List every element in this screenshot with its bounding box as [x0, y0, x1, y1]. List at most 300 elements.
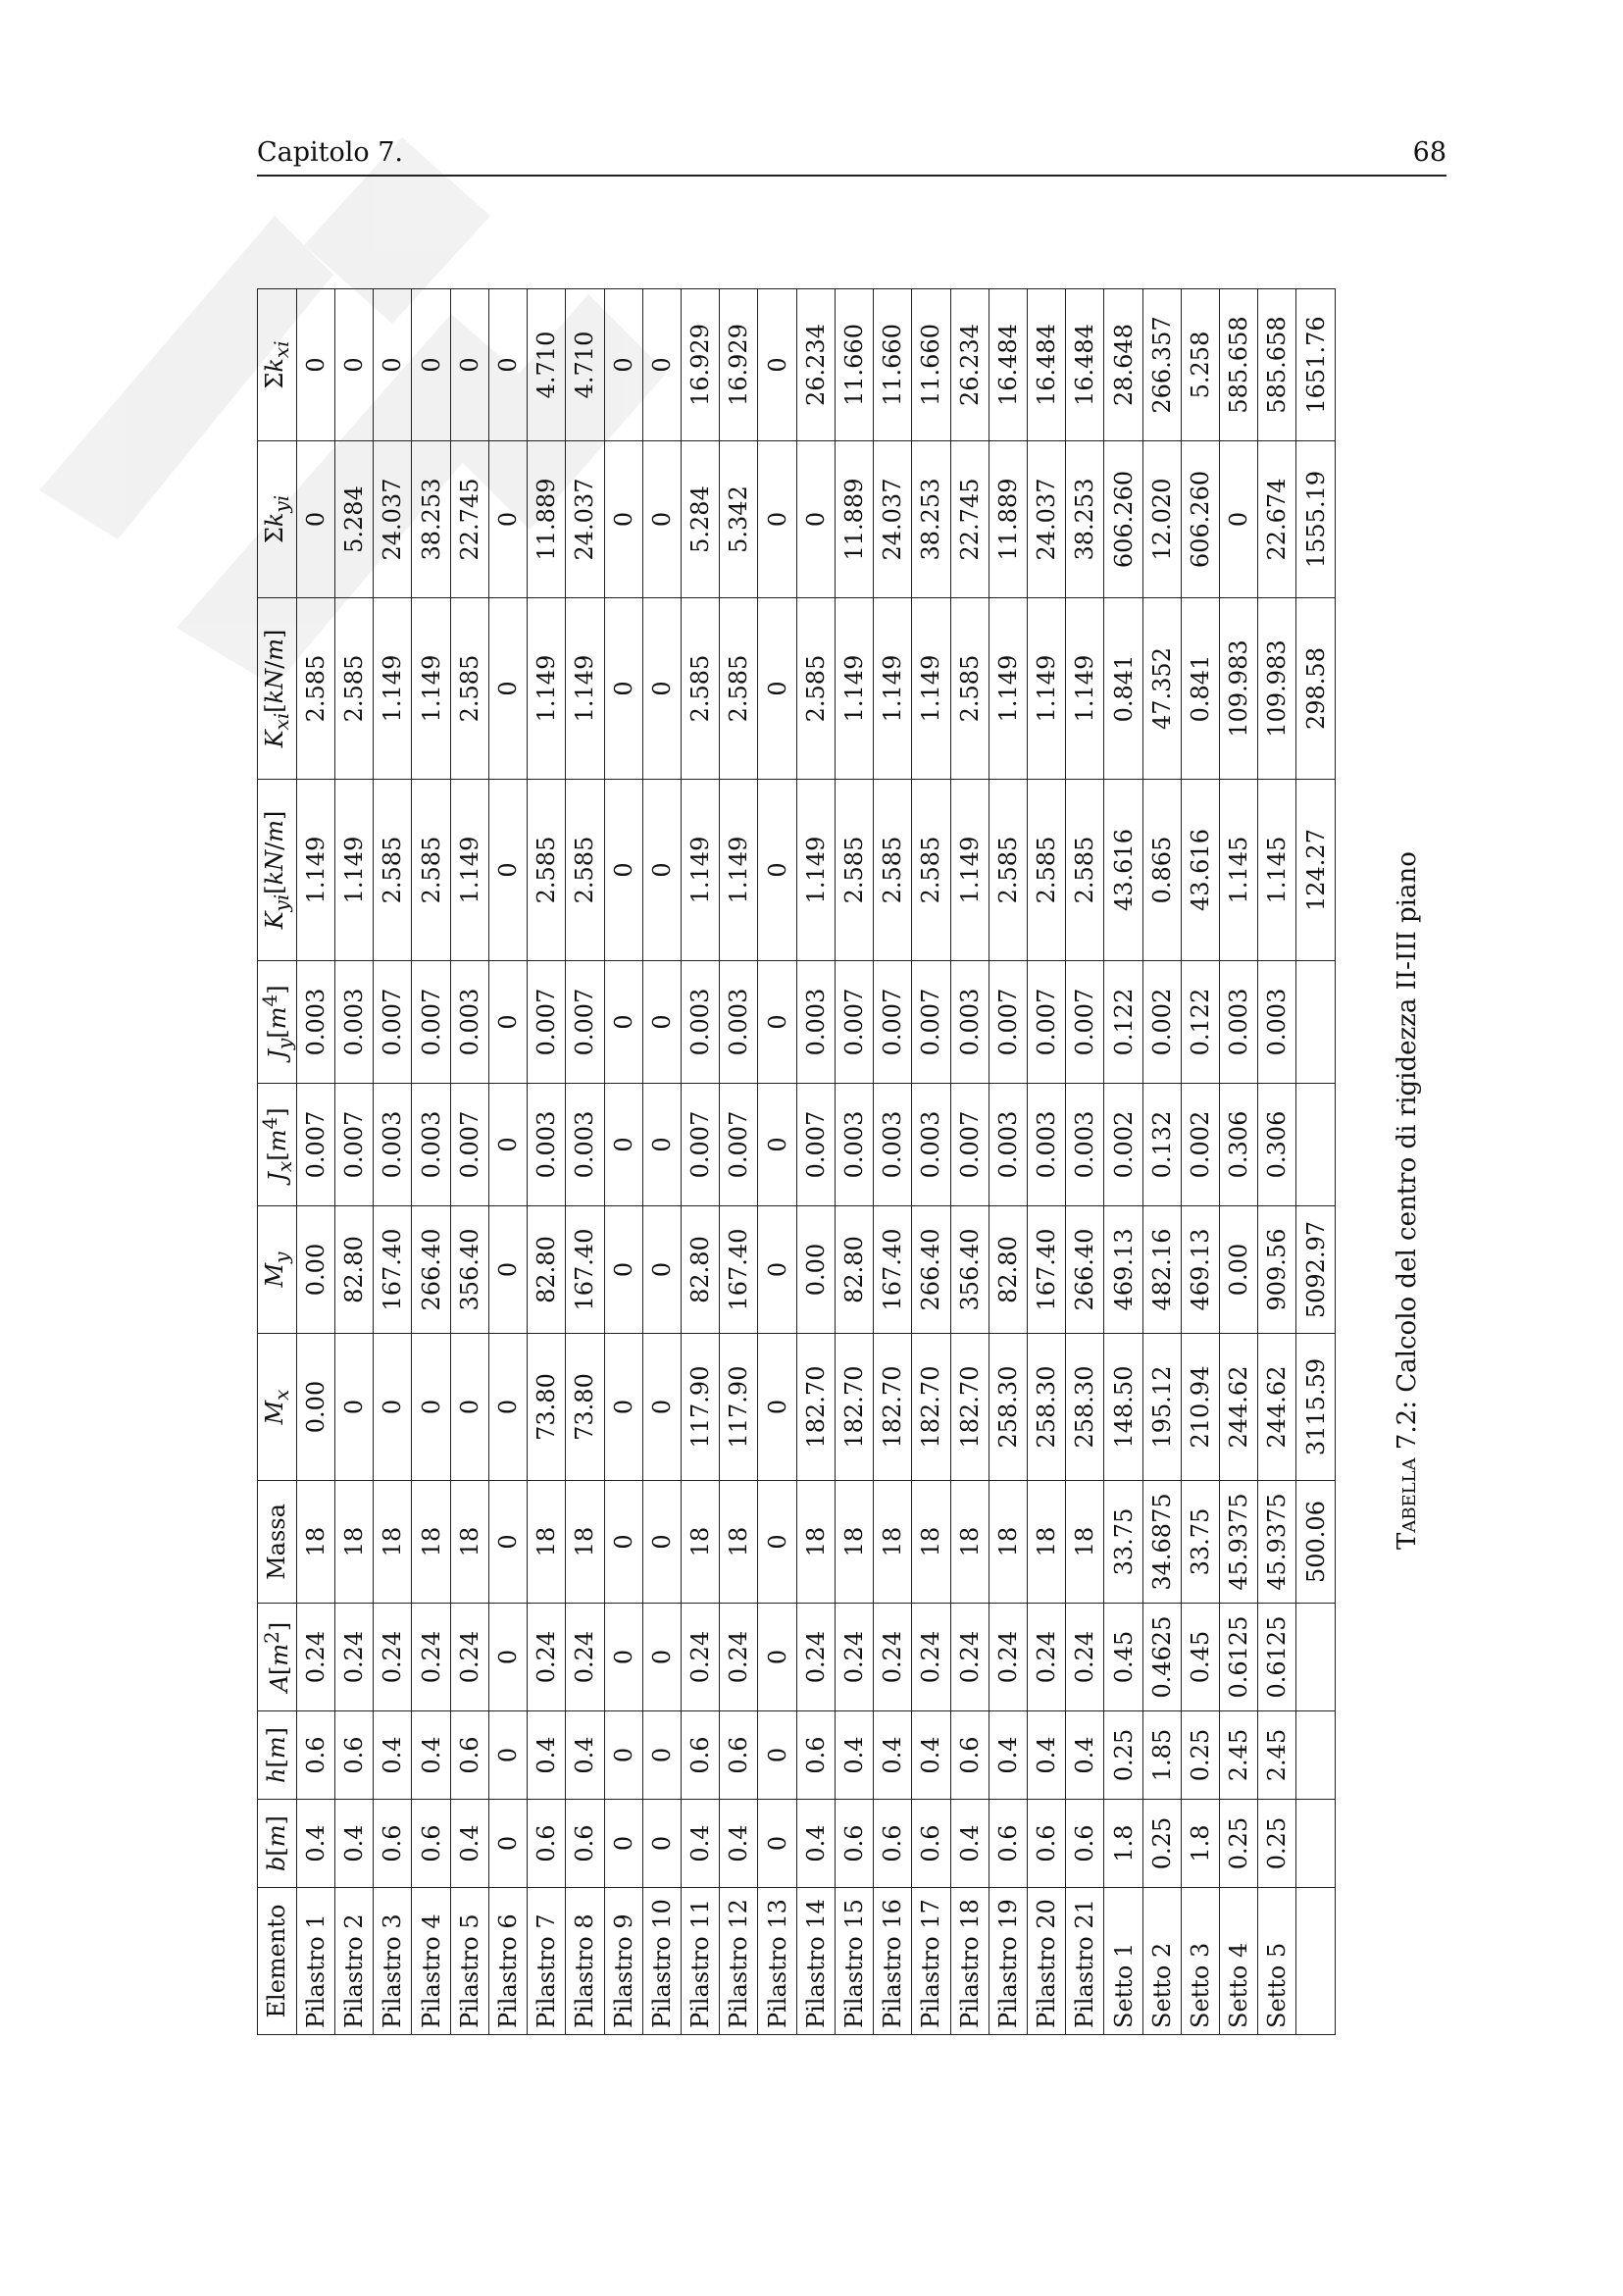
- table-row: [989, 289, 1027, 2035]
- table-cell: 2.585: [681, 598, 719, 780]
- table-cell: Pilastro 4: [412, 1888, 450, 2035]
- table-cell: 0.24: [1027, 1604, 1065, 1711]
- table-cell: 0.24: [720, 1604, 758, 1711]
- table-cell: 0: [450, 289, 488, 441]
- table-cell: 195.12: [1142, 1334, 1181, 1481]
- table-cell: 18: [950, 1481, 989, 1604]
- table-cell: 0.25: [1258, 1800, 1296, 1888]
- table-cell: 0: [758, 1604, 796, 1711]
- table-cell: 0.6: [335, 1711, 374, 1800]
- table-cell: 0: [450, 1334, 488, 1481]
- table-row: [1027, 289, 1065, 2035]
- table-cell: 24.037: [374, 441, 412, 598]
- table-cell: [1296, 1800, 1336, 1888]
- table-cell: 0: [642, 1604, 681, 1711]
- table-row: [796, 289, 835, 2035]
- table-cell: Setto 1: [1104, 1888, 1142, 2035]
- table-row: [835, 289, 873, 2035]
- table-cell: 16.929: [720, 289, 758, 441]
- table-row: [912, 289, 950, 2035]
- table-cell: 0: [642, 961, 681, 1084]
- table-cell: 0: [1220, 441, 1258, 598]
- table-cell: 11.889: [835, 441, 873, 598]
- table-cell: 0: [604, 1334, 642, 1481]
- col-header-area: $A[m^2]$: [258, 1604, 297, 1711]
- table-cell: 0.4: [1066, 1711, 1104, 1800]
- table-cell: 0.6: [450, 1711, 488, 1800]
- table-cell: 0: [412, 289, 450, 441]
- table-cell: Pilastro 9: [604, 1888, 642, 2035]
- table-row: [1258, 289, 1296, 2035]
- table-cell: [1296, 1888, 1336, 2035]
- table-cell: 5.284: [335, 441, 374, 598]
- col-header-massa: Massa: [258, 1481, 297, 1604]
- table-cell: 5.258: [1181, 289, 1219, 441]
- table-cell: 18: [566, 1481, 604, 1604]
- table-cell: 22.745: [450, 441, 488, 598]
- table-header-row: [258, 289, 297, 2035]
- table-cell: 500.06: [1296, 1481, 1336, 1604]
- table-cell: 43.616: [1181, 780, 1219, 961]
- table-cell: 0.4: [412, 1711, 450, 1800]
- table-cell: 4.710: [528, 289, 566, 441]
- table-cell: 1.8: [1181, 1800, 1219, 1888]
- table-cell: 0.841: [1181, 598, 1219, 780]
- table-cell: 0: [758, 1800, 796, 1888]
- page-number: 68: [1412, 137, 1446, 168]
- table-cell: 469.13: [1104, 1206, 1142, 1334]
- table-cell: 0.007: [796, 1084, 835, 1206]
- table-cell: 38.253: [912, 441, 950, 598]
- table-cell: 0.007: [912, 961, 950, 1084]
- table-cell: 18: [374, 1481, 412, 1604]
- table-cell: 0.6: [720, 1711, 758, 1800]
- table-cell: 266.357: [1142, 289, 1181, 441]
- table-cell: 0: [488, 1334, 527, 1481]
- table-cell: 0.6: [566, 1800, 604, 1888]
- table-cell: 606.260: [1181, 441, 1219, 598]
- table-row: [1181, 289, 1219, 2035]
- table-cell: 26.234: [950, 289, 989, 441]
- col-header-b: b[m]: [258, 1800, 297, 1888]
- table-cell: 47.352: [1142, 598, 1181, 780]
- col-header-h: h[m]: [258, 1711, 297, 1800]
- table-cell: 0.24: [1066, 1604, 1104, 1711]
- table-cell: Setto 3: [1181, 1888, 1219, 2035]
- table-cell: 0.007: [835, 961, 873, 1084]
- table-cell: [1296, 1711, 1336, 1800]
- table-cell: 1.149: [335, 780, 374, 961]
- table-cell: Pilastro 7: [528, 1888, 566, 2035]
- table-cell: 73.80: [566, 1334, 604, 1481]
- table-cell: 0.6: [1027, 1800, 1065, 1888]
- table-cell: 1.149: [566, 598, 604, 780]
- table-cell: 2.585: [950, 598, 989, 780]
- table-cell: 0.24: [874, 1604, 912, 1711]
- table-cell: 0.003: [296, 961, 334, 1084]
- table-body: [296, 289, 1335, 2035]
- table-cell: 0.003: [450, 961, 488, 1084]
- table-cell: 0.002: [1104, 1084, 1142, 1206]
- table-cell: 0.25: [1142, 1800, 1181, 1888]
- table-cell: 43.616: [1104, 780, 1142, 961]
- table-cell: 2.585: [1027, 780, 1065, 961]
- table-cell: [1296, 961, 1336, 1084]
- table-cell: 0.003: [528, 1084, 566, 1206]
- table-cell: 2.585: [796, 598, 835, 780]
- table-cell: 0.003: [835, 1084, 873, 1206]
- table-row: [412, 289, 450, 2035]
- table-cell: 0: [296, 289, 334, 441]
- table-cell: 167.40: [374, 1206, 412, 1334]
- col-header-mx: $M_x$: [258, 1334, 297, 1481]
- table-row: [1220, 289, 1258, 2035]
- table-cell: 0.4: [835, 1711, 873, 1800]
- table-cell: 0: [758, 598, 796, 780]
- table-cell: 0.4: [720, 1800, 758, 1888]
- table-cell: 0.25: [1220, 1800, 1258, 1888]
- table-cell: 18: [412, 1481, 450, 1604]
- table-cell: 1.149: [796, 780, 835, 961]
- table-cell: [1296, 1084, 1336, 1206]
- table-cell: 0.6125: [1258, 1604, 1296, 1711]
- table-cell: 33.75: [1181, 1481, 1219, 1604]
- table-cell: 11.660: [835, 289, 873, 441]
- table-cell: 0: [374, 289, 412, 441]
- table-cell: 16.484: [989, 289, 1027, 441]
- table-cell: 0: [335, 289, 374, 441]
- table-cell: 1.85: [1142, 1711, 1181, 1800]
- table-cell: 0: [488, 1604, 527, 1711]
- table-cell: 0.007: [296, 1084, 334, 1206]
- table-cell: 11.660: [912, 289, 950, 441]
- table-cell: 0: [604, 1711, 642, 1800]
- table-cell: 0: [604, 1800, 642, 1888]
- table-cell: 0: [642, 289, 681, 441]
- table-cell: 2.585: [989, 780, 1027, 961]
- table-cell: 16.484: [1066, 289, 1104, 441]
- table-cell: 482.16: [1142, 1206, 1181, 1334]
- table-cell: 909.56: [1258, 1206, 1296, 1334]
- table-cell: 0.4625: [1142, 1604, 1181, 1711]
- table-cell: 82.80: [835, 1206, 873, 1334]
- table-cell: 0.24: [912, 1604, 950, 1711]
- table-cell: Pilastro 1: [296, 1888, 334, 2035]
- col-header-sum-kyi: $\Sigma k_{yi}$: [258, 441, 297, 598]
- col-header-my: $M_y$: [258, 1206, 297, 1334]
- table-cell: 0.007: [335, 1084, 374, 1206]
- table-cell: 38.253: [1066, 441, 1104, 598]
- table-cell: 258.30: [989, 1334, 1027, 1481]
- table-cell: 0.6: [950, 1711, 989, 1800]
- table-cell: Pilastro 14: [796, 1888, 835, 2035]
- table-cell: 0.00: [1220, 1206, 1258, 1334]
- table-cell: 148.50: [1104, 1334, 1142, 1481]
- table-cell: 0.4: [874, 1711, 912, 1800]
- table-cell: 244.62: [1258, 1334, 1296, 1481]
- table-cell: 182.70: [796, 1334, 835, 1481]
- table-cell: 585.658: [1258, 289, 1296, 441]
- table-cell: 2.585: [528, 780, 566, 961]
- table-cell: 5092.97: [1296, 1206, 1336, 1334]
- table-cell: 1.149: [296, 780, 334, 961]
- table-cell: 0.306: [1258, 1084, 1296, 1206]
- table-cell: 1.145: [1220, 780, 1258, 961]
- table-cell: 0.132: [1142, 1084, 1181, 1206]
- table-cell: 0.4: [450, 1800, 488, 1888]
- totals-row: [1296, 289, 1336, 2035]
- table-cell: 0.45: [1181, 1604, 1219, 1711]
- table-cell: 585.658: [1220, 289, 1258, 441]
- table-cell: 0: [758, 961, 796, 1084]
- table-cell: 182.70: [874, 1334, 912, 1481]
- table-cell: 258.30: [1066, 1334, 1104, 1481]
- table-cell: 1651.76: [1296, 289, 1336, 441]
- table-row: [296, 289, 334, 2035]
- table-cell: 0.6: [528, 1800, 566, 1888]
- table-cell: 0.003: [796, 961, 835, 1084]
- table-cell: 16.929: [681, 289, 719, 441]
- table-cell: 0: [488, 1481, 527, 1604]
- table-cell: 1.149: [874, 598, 912, 780]
- table-cell: 182.70: [835, 1334, 873, 1481]
- rotated-table-container: [257, 289, 1336, 2035]
- table-cell: 0.003: [1066, 1084, 1104, 1206]
- table-cell: 167.40: [1027, 1206, 1065, 1334]
- table-cell: Pilastro 13: [758, 1888, 796, 2035]
- table-cell: 0.4: [528, 1711, 566, 1800]
- table-cell: Pilastro 16: [874, 1888, 912, 2035]
- table-cell: 18: [450, 1481, 488, 1604]
- table-cell: 0.24: [412, 1604, 450, 1711]
- table-row: [604, 289, 642, 2035]
- table-cell: 1.149: [1027, 598, 1065, 780]
- table-cell: 0.6125: [1220, 1604, 1258, 1711]
- table-cell: Pilastro 12: [720, 1888, 758, 2035]
- col-header-kxi: $K_{xi}[kN/m]$: [258, 598, 297, 780]
- table-cell: 2.45: [1258, 1711, 1296, 1800]
- table-cell: 0.24: [450, 1604, 488, 1711]
- table-row: [566, 289, 604, 2035]
- table-cell: 0.24: [950, 1604, 989, 1711]
- table-cell: 2.585: [874, 780, 912, 961]
- table-cell: 244.62: [1220, 1334, 1258, 1481]
- table-cell: 0.007: [566, 961, 604, 1084]
- page-header: [257, 137, 1446, 177]
- table-cell: 0: [604, 441, 642, 598]
- table-cell: 167.40: [874, 1206, 912, 1334]
- table-cell: Pilastro 15: [835, 1888, 873, 2035]
- table-cell: 82.80: [528, 1206, 566, 1334]
- table-cell: 38.253: [412, 441, 450, 598]
- table-cell: 0.6: [296, 1711, 334, 1800]
- table-cell: 0.24: [335, 1604, 374, 1711]
- table-cell: 4.710: [566, 289, 604, 441]
- table-cell: 0.003: [412, 1084, 450, 1206]
- table-cell: 0.4: [950, 1800, 989, 1888]
- table-cell: 16.484: [1027, 289, 1065, 441]
- table-row: [874, 289, 912, 2035]
- table-cell: 0: [296, 441, 334, 598]
- table-cell: 0.24: [681, 1604, 719, 1711]
- table-cell: 0.007: [720, 1084, 758, 1206]
- table-cell: 0.007: [874, 961, 912, 1084]
- col-header-jx: $J_x[m^4]$: [258, 1084, 297, 1206]
- table-cell: 0.007: [681, 1084, 719, 1206]
- table-cell: 1.8: [1104, 1800, 1142, 1888]
- table-cell: 0.007: [374, 961, 412, 1084]
- table-cell: 0: [642, 780, 681, 961]
- table-cell: 0: [488, 441, 527, 598]
- table-cell: 1.149: [989, 598, 1027, 780]
- table-cell: 2.585: [335, 598, 374, 780]
- table-cell: 1.149: [681, 780, 719, 961]
- table-cell: 22.674: [1258, 441, 1296, 598]
- table-cell: 0.24: [296, 1604, 334, 1711]
- table-cell: 0.003: [566, 1084, 604, 1206]
- table-cell: 0.003: [1027, 1084, 1065, 1206]
- table-cell: 0.6: [989, 1800, 1027, 1888]
- table-cell: [1296, 1604, 1336, 1711]
- table-cell: Pilastro 21: [1066, 1888, 1104, 2035]
- table-cell: 0.003: [874, 1084, 912, 1206]
- table-cell: Pilastro 19: [989, 1888, 1027, 2035]
- table-cell: 1.149: [912, 598, 950, 780]
- table-cell: 0.007: [528, 961, 566, 1084]
- table-cell: Setto 2: [1142, 1888, 1181, 2035]
- table-cell: 26.234: [796, 289, 835, 441]
- table-cell: 0: [604, 1084, 642, 1206]
- table-cell: 0.24: [566, 1604, 604, 1711]
- table-cell: 182.70: [950, 1334, 989, 1481]
- table-cell: 0: [488, 1084, 527, 1206]
- table-cell: 0: [488, 961, 527, 1084]
- caption-text: Calcolo del centro di rigidezza II-III piano: [1393, 851, 1422, 1393]
- table-cell: Pilastro 17: [912, 1888, 950, 2035]
- table-cell: 0.6: [681, 1711, 719, 1800]
- table-cell: 0: [642, 1084, 681, 1206]
- table-cell: 18: [1027, 1481, 1065, 1604]
- table-cell: 0.007: [989, 961, 1027, 1084]
- table-cell: 0.007: [412, 961, 450, 1084]
- table-cell: 0.003: [681, 961, 719, 1084]
- table-cell: 18: [989, 1481, 1027, 1604]
- table-cell: 18: [796, 1481, 835, 1604]
- table-cell: 0: [604, 1481, 642, 1604]
- table-cell: 73.80: [528, 1334, 566, 1481]
- table-cell: 0.4: [989, 1711, 1027, 1800]
- table-cell: 2.585: [296, 598, 334, 780]
- table-cell: 0: [642, 1800, 681, 1888]
- table-cell: 0: [642, 1206, 681, 1334]
- table-cell: 0.6: [1066, 1800, 1104, 1888]
- table-cell: 18: [681, 1481, 719, 1604]
- table-cell: 82.80: [681, 1206, 719, 1334]
- table-cell: 2.585: [374, 780, 412, 961]
- table-cell: 0: [335, 1334, 374, 1481]
- table-cell: 0: [604, 598, 642, 780]
- table-cell: 1.149: [412, 598, 450, 780]
- table-cell: 0.00: [296, 1206, 334, 1334]
- table-cell: Pilastro 8: [566, 1888, 604, 2035]
- table-cell: 0.24: [989, 1604, 1027, 1711]
- col-header-jy: $J_y[m^4]$: [258, 961, 297, 1084]
- table-cell: 2.585: [835, 780, 873, 961]
- col-header-sum-kxi: $\Sigma k_{xi}$: [258, 289, 297, 441]
- table-cell: 0.007: [1066, 961, 1104, 1084]
- table-cell: 0.003: [1220, 961, 1258, 1084]
- table-cell: 0.003: [1258, 961, 1296, 1084]
- table-cell: 1555.19: [1296, 441, 1336, 598]
- table-cell: 2.45: [1220, 1711, 1258, 1800]
- table-cell: 2.585: [912, 780, 950, 961]
- table-cell: 0.122: [1104, 961, 1142, 1084]
- caption-label: Tabella 7.2:: [1393, 1401, 1422, 1550]
- table-row: [335, 289, 374, 2035]
- table-cell: 0.4: [374, 1711, 412, 1800]
- table-cell: 0.6: [412, 1800, 450, 1888]
- table-cell: 0.4: [296, 1800, 334, 1888]
- table-cell: 266.40: [912, 1206, 950, 1334]
- table-cell: 117.90: [720, 1334, 758, 1481]
- table-cell: 0: [758, 780, 796, 961]
- table-cell: 117.90: [681, 1334, 719, 1481]
- table-cell: 0: [412, 1334, 450, 1481]
- table-cell: 1.149: [1066, 598, 1104, 780]
- table-cell: 0: [758, 441, 796, 598]
- table-cell: Setto 5: [1258, 1888, 1296, 2035]
- table-cell: 0: [488, 289, 527, 441]
- table-cell: 0.002: [1142, 961, 1181, 1084]
- table-cell: 109.983: [1220, 598, 1258, 780]
- table-cell: Pilastro 6: [488, 1888, 527, 2035]
- table-cell: Setto 4: [1220, 1888, 1258, 2035]
- table-cell: 0.122: [1181, 961, 1219, 1084]
- table-cell: 2.585: [1066, 780, 1104, 961]
- table-cell: 0.00: [296, 1334, 334, 1481]
- table-cell: Pilastro 5: [450, 1888, 488, 2035]
- table-cell: 0.25: [1181, 1711, 1219, 1800]
- table-row: [488, 289, 527, 2035]
- table-cell: 18: [912, 1481, 950, 1604]
- table-cell: 18: [1066, 1481, 1104, 1604]
- table-cell: 5.342: [720, 441, 758, 598]
- table-cell: 0.007: [950, 1084, 989, 1206]
- chapter-title: Capitolo 7.: [257, 137, 404, 168]
- table-cell: 0: [604, 780, 642, 961]
- table-cell: 0: [758, 1481, 796, 1604]
- table-row: [720, 289, 758, 2035]
- table-cell: 0.841: [1104, 598, 1142, 780]
- table-cell: 0: [604, 289, 642, 441]
- table-cell: 0: [604, 1604, 642, 1711]
- table-cell: 0: [374, 1334, 412, 1481]
- table-cell: 0: [758, 1084, 796, 1206]
- table-cell: 298.58: [1296, 598, 1336, 780]
- table-cell: 266.40: [1066, 1206, 1104, 1334]
- table-cell: 0: [758, 1206, 796, 1334]
- table-cell: 469.13: [1181, 1206, 1219, 1334]
- table-cell: 1.149: [528, 598, 566, 780]
- table-cell: Pilastro 2: [335, 1888, 374, 2035]
- table-cell: 0.6: [874, 1800, 912, 1888]
- table-cell: 109.983: [1258, 598, 1296, 780]
- table-cell: 82.80: [335, 1206, 374, 1334]
- table-cell: 11.889: [528, 441, 566, 598]
- table-cell: 210.94: [1181, 1334, 1219, 1481]
- table-cell: 0.45: [1104, 1604, 1142, 1711]
- table-cell: 0.6: [374, 1800, 412, 1888]
